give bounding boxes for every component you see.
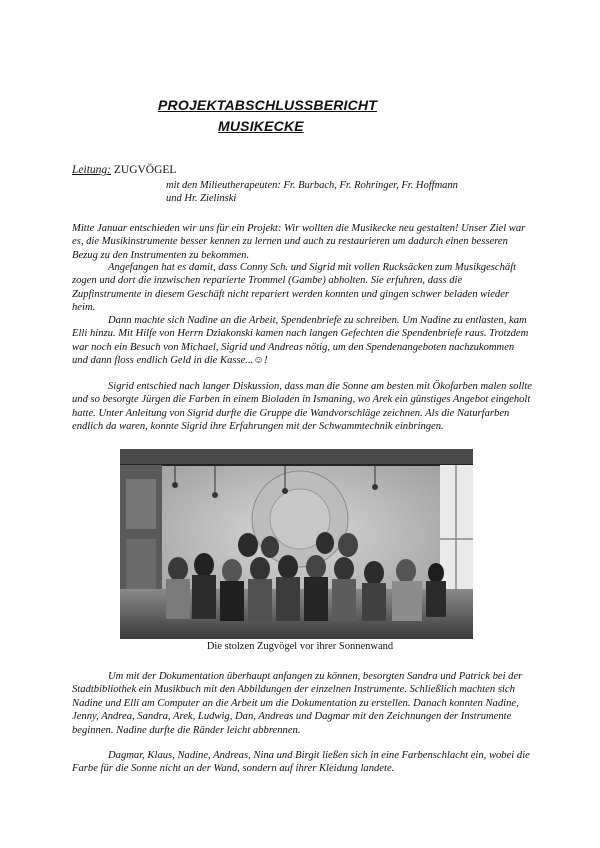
leitung-line — [72, 164, 176, 176]
paragraph-5 — [72, 670, 532, 737]
leitung-value: ZUGVÖGEL — [113, 164, 177, 176]
leitung-label: Leitung: — [72, 164, 111, 176]
paragraph-2 — [72, 261, 532, 315]
paragraph-3-text: Dann machte sich Nadine an die Arbeit, Spendenbriefe zu schreiben. Um Nadine zu entlasten, kam Elli hinzu. Mit Hilfe von Herrn Dziakonski kamen nach langen Gefechten die Spendenbriefe raus. Trotzdem war noch ein Besuch von Michael, Sigrid und Andreas nötig, um den Spendenangeboten nachzukommen und dann floss endlich Geld in die Kasse...☺! — [72, 315, 529, 367]
paragraph-6 — [72, 749, 532, 776]
paragraph-4-text: Sigrid entschied nach langer Diskussion, dass man die Sonne am besten mit Ökofarben malen sollte und so besorgte Jürgen die Farben in einem Bioladen in Ismaning, wo Arek ein günstiges Angebot eingeholt hatte. Unter Anleitung von Sigrid durfte die Gruppe die Wandvorschläge zeichnen. Als die Naturfarben endlich da waren, konnte Sigrid ihre Erfahrungen mit der Schwammtechnik einbringen. — [72, 381, 532, 433]
title-line-1: PROJEKTABSCHLUSSBERICHT — [158, 97, 378, 113]
paragraph-1 — [72, 222, 532, 262]
paragraph-4 — [72, 380, 532, 434]
group-photo — [120, 449, 473, 639]
photo-caption: Die stolzen Zugvögel vor ihrer Sonnenwand — [206, 641, 394, 652]
therapists-line-2: und Hr. Zielinski — [166, 193, 237, 204]
title-line-2: MUSIKECKE — [218, 118, 304, 134]
therapists-line-1: mit den Milieutherapeuten: Fr. Burbach, Fr. Rohringer, Fr. Hoffmann — [166, 180, 458, 191]
paragraph-2-text: Angefangen hat es damit, dass Conny Sch. und Sigrid mit vollen Rucksäcken zum Musikgeschäft zogen und dort die inzwischen reparierte Trommel (Gambe) abholten. Sie erfuhren, dass die Zupfinstrumente in diesem Geschäft nicht repariert werden konnten und gingen schwer beladen wieder heim. — [72, 262, 517, 314]
paragraph-1-text: Mitte Januar entschieden wir uns für ein Projekt: Wir wollten die Musikecke neu gestalten! Unser Ziel war es, die Musikinstrumente besser kennen zu lernen und auch zu restaurieren um dadurch einen besseren Bezug zu den Instrumenten zu bekommen. — [72, 223, 526, 261]
paragraph-5-text: Um mit der Dokumentation überhaupt anfangen zu können, besorgten Sandra und Patrick bei der Stadtbibliothek ein Musikbuch mit den Abbildungen der einzelnen Instrumente. Schließlich machten sich Nadine und Elli am Computer an die Arbeit um die Dokumentation zu erstellen. Danach konnten Nadine, Jenny, Andrea, Sandra, Arek, Ludwig, Dan, Andreas und Dagmar mit den Zeichnungen der Instrumente beginnen. Nadine durfte die Ränder leicht abbrennen. — [72, 671, 523, 736]
paragraph-3 — [72, 314, 532, 368]
paragraph-6-text: Dagmar, Klaus, Nadine, Andreas, Nina und Birgit ließen sich in eine Farbenschlacht ein, wobei die Farbe für die Sonne nicht an der Wand, sondern auf ihrer Kleidung landete. — [72, 750, 530, 775]
